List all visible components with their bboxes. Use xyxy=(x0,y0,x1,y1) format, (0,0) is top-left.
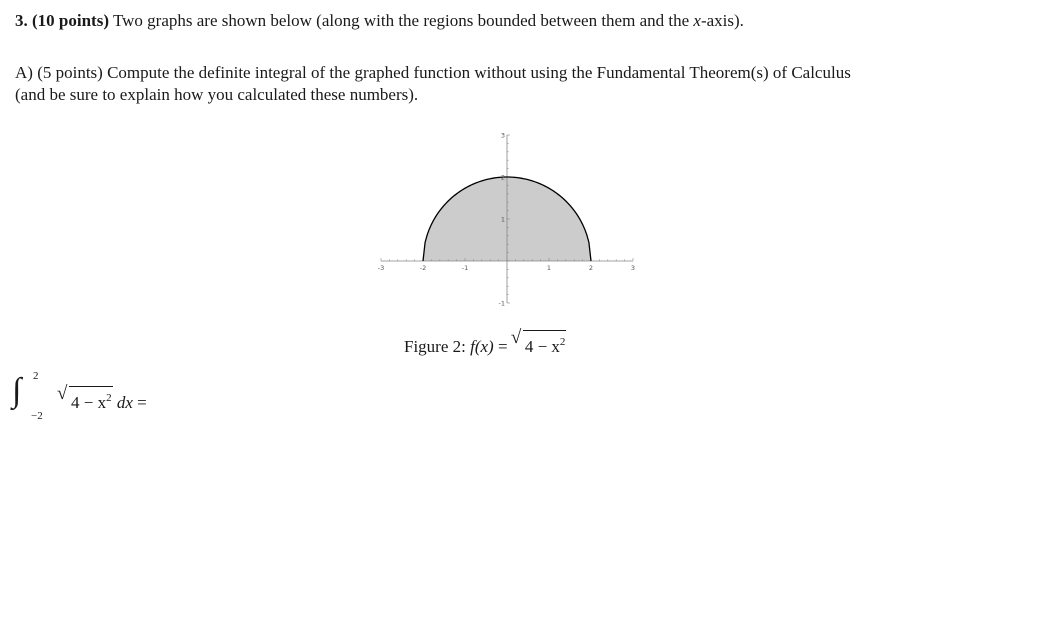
caption-function-name: f xyxy=(470,337,475,356)
y-tick-label: 1 xyxy=(500,215,505,224)
integral-sqrt: √ $4 - x^2$ xyxy=(57,383,112,412)
caption-equals: = xyxy=(493,337,512,356)
integral-body xyxy=(57,383,147,414)
integral-power: 2 xyxy=(106,392,112,404)
x-tick-label: 2 xyxy=(588,264,594,272)
problem-statement-var: x xyxy=(693,11,701,30)
problem-heading xyxy=(15,10,1045,32)
graph-canvas xyxy=(368,124,648,314)
caption-prefix: Figure 2: xyxy=(404,337,466,356)
integral-equals: = xyxy=(137,393,147,412)
caption-argument: (x) xyxy=(474,337,494,356)
integral-lower-limit: −2 xyxy=(31,410,43,422)
problem-statement-end: -axis). xyxy=(700,11,744,30)
figure-caption xyxy=(404,327,566,358)
integral-sign: ∫ xyxy=(12,372,22,409)
integral-upper-limit: 2 xyxy=(33,370,39,382)
semicircle-graph xyxy=(368,124,648,314)
y-tick-label: -1 xyxy=(498,299,505,308)
integral-differential: dx xyxy=(116,393,133,412)
caption-power: 2 xyxy=(559,336,566,348)
integral-radicand: 4 − x xyxy=(71,393,107,412)
x-tick-label: -2 xyxy=(419,264,427,272)
problem-statement: Two graphs are shown below (along with the regions bounded between them and the xyxy=(112,11,694,30)
caption-radicand: 4 − x xyxy=(524,337,560,356)
y-tick-label: 3 xyxy=(500,131,505,140)
x-tick-label: -3 xyxy=(377,264,385,272)
part-a-prompt xyxy=(15,62,1045,106)
y-tick-label: 2 xyxy=(500,173,505,182)
x-tick-label: 1 xyxy=(546,264,552,272)
caption-sqrt: √ $4 - x^2$ xyxy=(510,327,566,356)
x-tick-label: 3 xyxy=(630,264,636,272)
x-tick-label: -1 xyxy=(461,264,469,272)
problem-points: (10 points) xyxy=(32,11,109,30)
part-a-line-2: (and be sure to explain how you calculated these numbers). xyxy=(15,85,419,104)
part-a-line-1: A) (5 points) Compute the definite integral of the graphed function without using the Fundamental Theorem(s) of Calculus xyxy=(15,63,851,82)
problem-number: 3. xyxy=(15,11,28,30)
